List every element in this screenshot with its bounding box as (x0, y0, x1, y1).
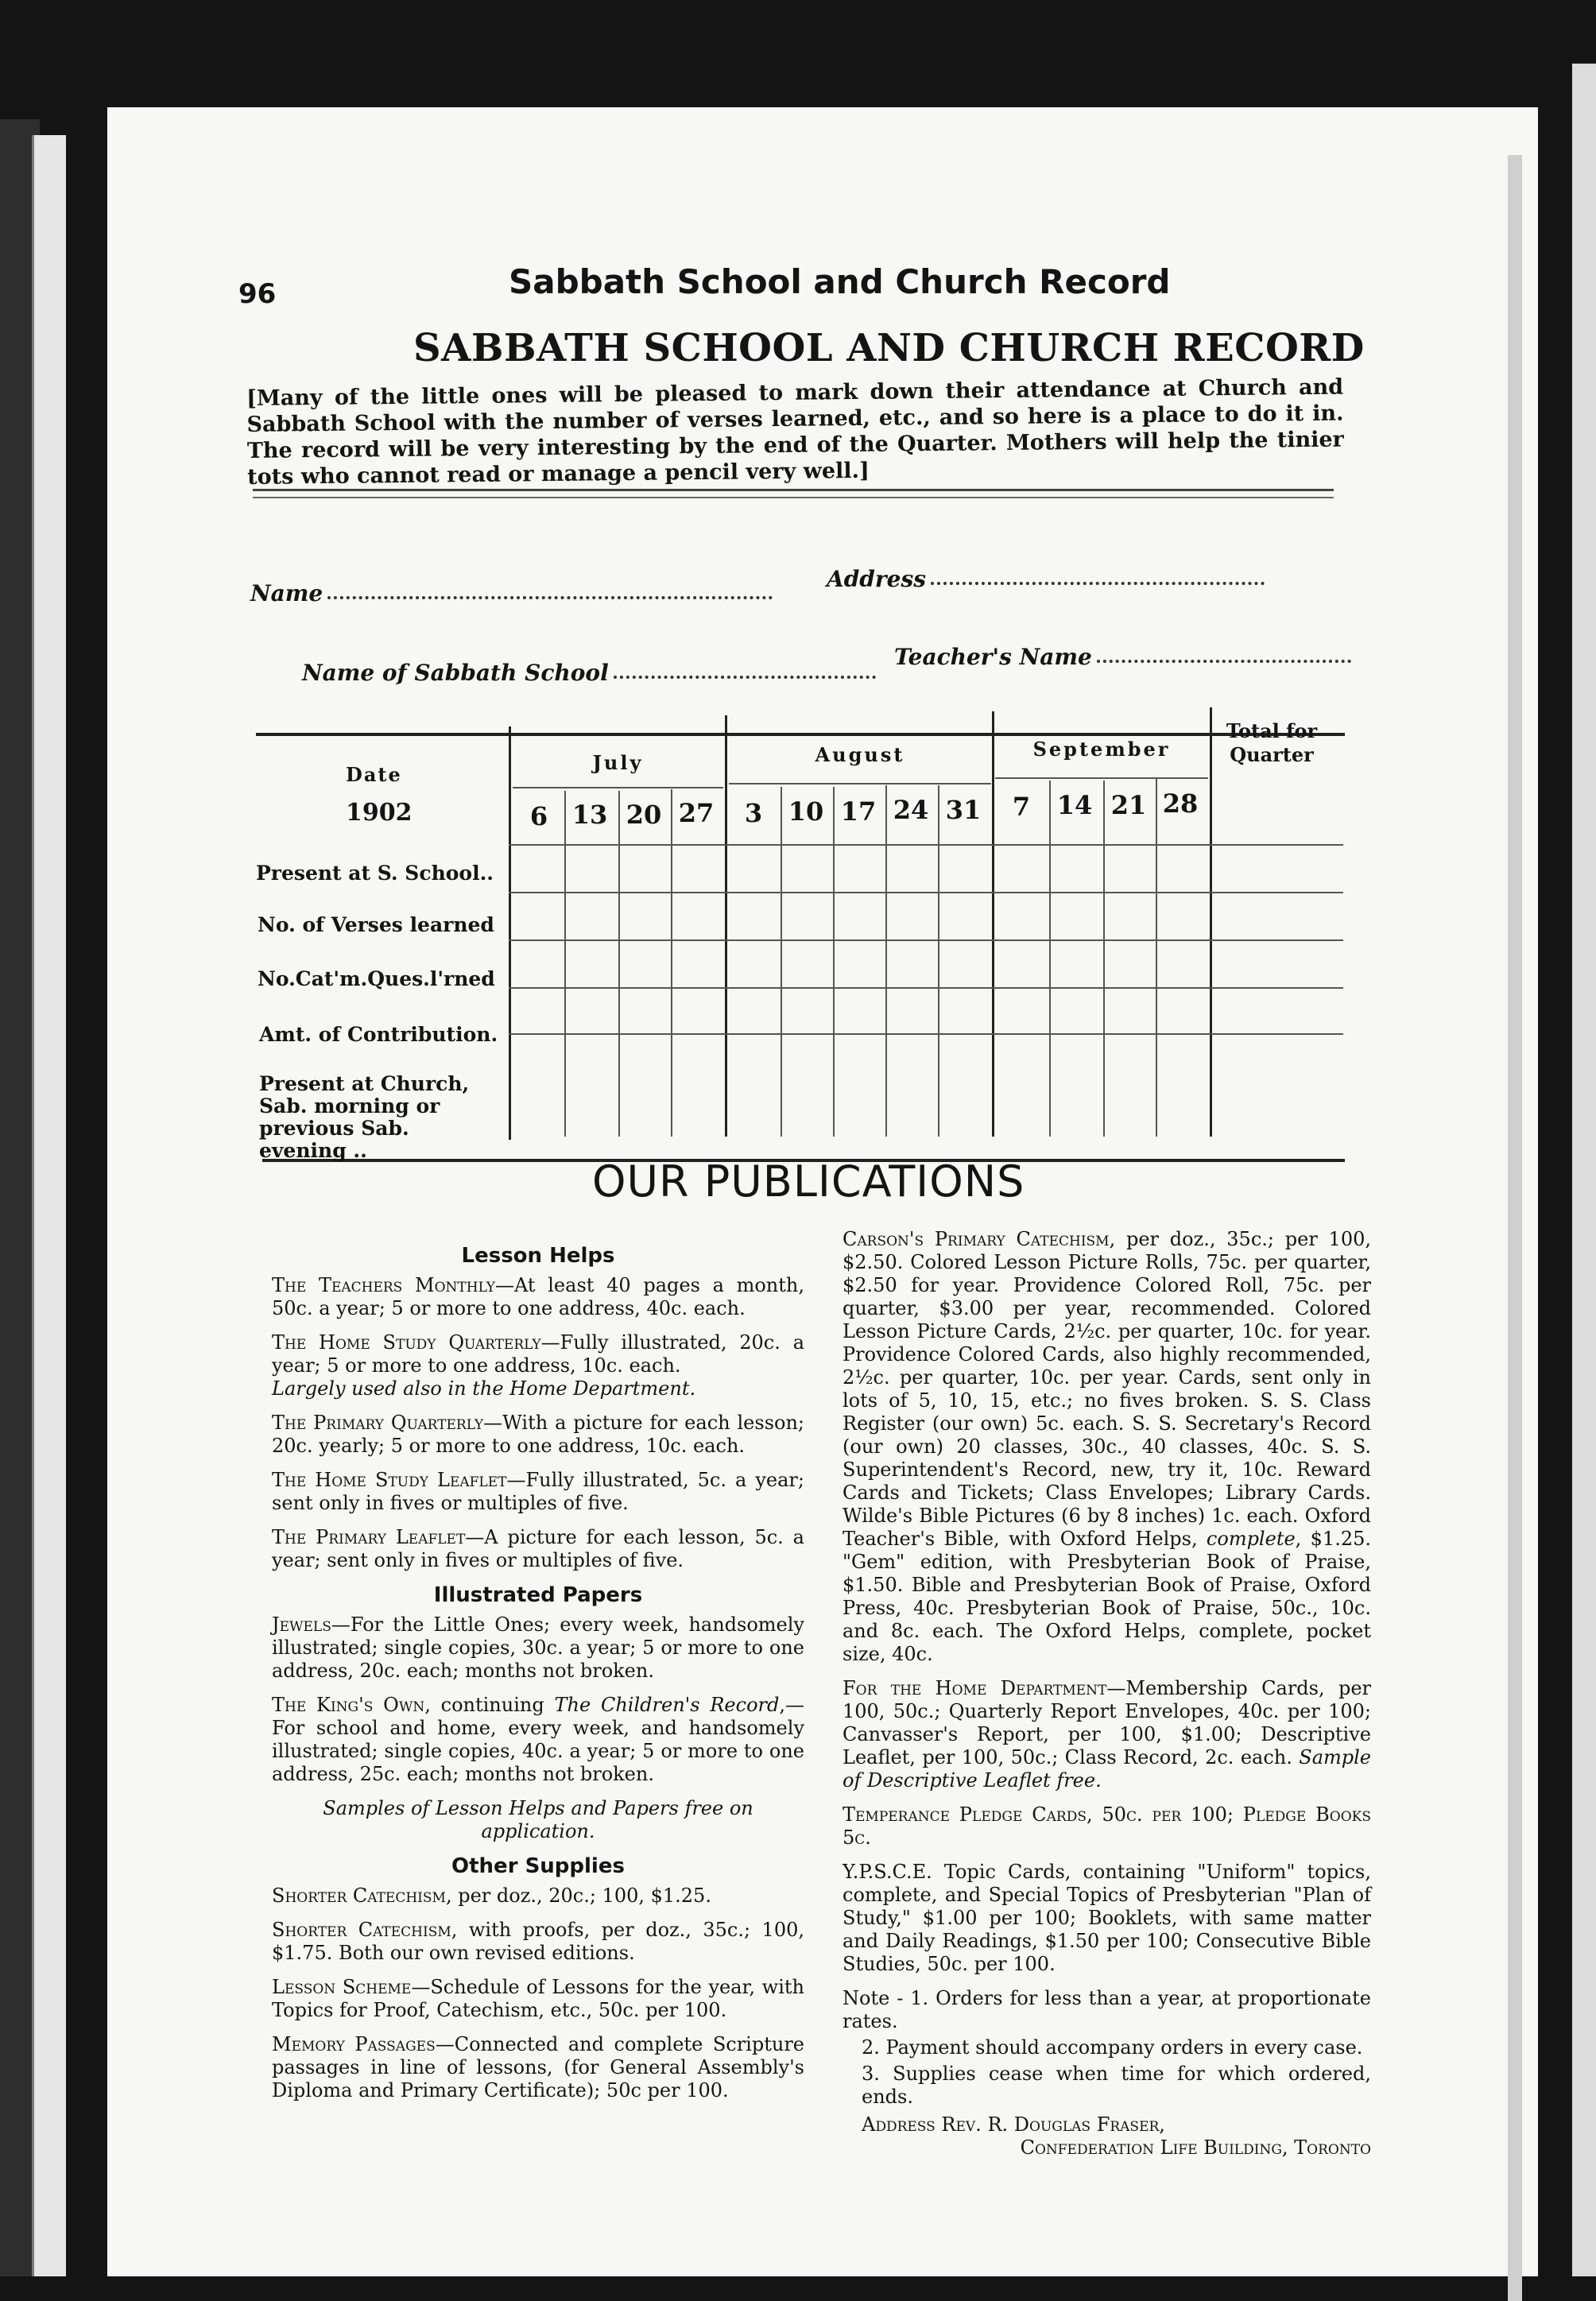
day-cell: 6 (529, 801, 548, 831)
day-divider (1156, 779, 1157, 1137)
col-divider (509, 726, 511, 1140)
page-number: 96 (238, 278, 277, 310)
year-header: 1902 (346, 799, 413, 827)
row-line (509, 987, 1343, 989)
day-divider (781, 787, 782, 1137)
day-cell: 27 (678, 798, 715, 828)
note-3: 3. Supplies cease when time for which ordered, ends. (862, 2063, 1371, 2108)
item-lesson-scheme: Lesson Scheme—Schedule of Lessons for the year, with Topics for Proof, Catechism, etc., 50c. per 100. (272, 1976, 805, 2021)
teacher-label: Teacher's Name (894, 644, 1092, 670)
month-underline (729, 783, 991, 784)
day-cell: 20 (626, 800, 662, 830)
divider-rule-thin (253, 497, 1334, 498)
publications-left-column (272, 1236, 804, 2113)
running-head: Sabbath School and Church Record (509, 262, 1171, 301)
month-september: September (1032, 738, 1171, 761)
row-label-contribution: Amt. of Contribution. (259, 1023, 498, 1046)
heading-other-supplies: Other Supplies (451, 1854, 625, 1878)
day-cell: 28 (1162, 788, 1199, 819)
day-divider (618, 791, 620, 1137)
item-shorter-catechism-proofs: Shorter Catechism, with proofs, per doz., 35c.; 100, $1.75. Both our own revised editions. (272, 1919, 804, 1964)
teacher-field[interactable] (894, 644, 1351, 670)
school-label: Name of Sabbath School (302, 660, 609, 686)
divider-rule (253, 489, 1334, 491)
row-line (509, 939, 1343, 941)
publications-right-column (843, 1228, 1371, 2160)
item-home-department: For the Home Department—Membership Cards, per 100, 50c.; Quarterly Report Envelopes, 40c. per 100; Canvasser's Report, per 100, $1.00; Descriptive Leaflet, per 100, 50c.; Class Record, 2c. each. Sample of Descriptive Leaflet free. (843, 1677, 1371, 1792)
item-jewels: Jewels—For the Little Ones; every week, handsomely illustrated; single copies, 30c. a year; 5 or more to one address, 20c. each; months not broken. (272, 1613, 804, 1682)
day-divider (938, 785, 939, 1137)
address-line-1: Address Rev. R. Douglas Fraser, (862, 2113, 1165, 2136)
name-label: Name (250, 580, 323, 606)
samples-note: Samples of Lesson Helps and Papers free on application. (323, 1797, 753, 1842)
item-shorter-catechism: Shorter Catechism, per doz., 20c.; 100, $1.25. (272, 1885, 711, 1907)
note-1: Note - 1. Orders for less than a year, at proportionate rates. (843, 1987, 1371, 2032)
total-header: Total for Quarter (1226, 719, 1318, 766)
address-dotted-line (931, 582, 1265, 585)
day-cell: 13 (571, 800, 608, 830)
row-label-verses: No. of Verses learned (258, 913, 494, 936)
month-underline (995, 777, 1208, 779)
table-top-rule (256, 733, 1345, 736)
intro-paragraph: [Many of the little ones will be pleased to mark down their attendance at Church and Sabbath School with the number of verses learned, etc., and so here is a place to do it in. The record will be very interesting by the end of the Quarter. Mothers will help the tinier tots who cannot read or manage a pencil very well.] (246, 374, 1344, 490)
item-memory-passages: Memory Passages—Connected and complete Scripture passages in line of lessons, (for General Assembly's Diploma and Primary Certificate); 50c per 100. (272, 2033, 804, 2102)
item-home-study-leaflet: The Home Study Leaflet—Fully illustrated, 5c. a year; sent only in fives or multiples of five. (272, 1469, 804, 1514)
day-cell: 14 (1056, 790, 1093, 820)
book-page-edges (32, 135, 66, 2276)
row-label-church: Present at Church, Sab. morning or previous Sab. evening .. (259, 1072, 470, 1162)
day-divider (833, 787, 835, 1137)
row-line (509, 892, 1343, 893)
address-field[interactable] (827, 566, 1265, 592)
row-line (509, 1033, 1343, 1035)
month-underline (513, 787, 723, 788)
item-ypsce: Y.P.S.C.E. Topic Cards, containing "Uniform" topics, complete, and Special Topics of Presbyterian "Plan of Study," $1.00 per 100; Booklets, with same matter and Daily Readings, $1.50 per 100; Consecutive Bible Studies, 50c. per 100. (843, 1861, 1371, 1975)
teacher-dotted-line (1097, 660, 1351, 663)
address-label: Address (827, 566, 926, 592)
day-cell: 31 (945, 795, 982, 825)
day-cell: 7 (1012, 792, 1031, 822)
col-divider (992, 711, 994, 1137)
col-divider (725, 715, 727, 1137)
item-carsons-catechism: Carson's Primary Catechism, per doz., 35c.; per 100, $2.50. Colored Lesson Picture Rolls, 75c. per quarter, $2.50 for year. Providence Colored Roll, 75c. per quarter, $3.00 per year, recommended. Colored Lesson Picture Cards, 2½c. per quarter, 10c. for year. Providence Colored Cards, also highly recommended, 2½c. per quarter, 10c. per year. Cards, sent only in lots of 5, 10, 15, etc.; no fives broken. S. S. Class Register (our own) 5c. each. S. S. Secretary's Record (our own) 20 classes, 30c., 40 classes, 40c. S. S. Superintendent's Record, new, try it, 10c. Reward Cards and Tickets; Class Envelopes; Library Cards. Wilde's Bible Pictures (6 by 8 inches) 1c. each. Oxford Teacher's Bible, with Oxford Helps, complete, $1.25. "Gem" edition, with Presbyterian Book of Praise, $1.50. Bible and Presbyterian Book of Praise, Oxford Press, 40c. Presbyterian Book of Praise, 50c., 10c. and 8c. each. The Oxford Helps, complete, pocket size, 40c. (843, 1228, 1371, 1665)
school-field[interactable] (302, 660, 876, 686)
day-cell: 24 (893, 795, 929, 825)
item-home-study-quarterly: The Home Study Quarterly—Fully illustrated, 20c. a year; 5 or more to one address, 10c. each. Largely used also in the Home Department. (272, 1331, 805, 1400)
item-temperance: Temperance Pledge Cards, 50c. per 100; Pledge Books 5c. (843, 1803, 1371, 1849)
item-teachers-monthly: The Teachers Monthly—At least 40 pages a month, 50c. a year; 5 or more to one address, 40c. each. (272, 1274, 804, 1319)
address-line-2: Confederation Life Building, Toronto (1020, 2136, 1371, 2159)
row-label-present-school: Present at S. School.. (256, 862, 494, 885)
item-kings-own: The King's Own, continuing The Children's Record,—For school and home, every week, and handsomely illustrated; single copies, 40c. a year; 5 or more to one address, 25c. each; months not broken. (272, 1694, 804, 1785)
page-title: SABBATH SCHOOL AND CHURCH RECORD (413, 326, 1365, 370)
day-cell: 17 (840, 796, 877, 827)
name-field[interactable] (250, 580, 773, 606)
item-primary-quarterly: The Primary Quarterly—With a picture for each lesson; 20c. yearly; 5 or more to one address, 10c. each. (272, 1412, 804, 1457)
day-divider (671, 789, 672, 1137)
date-header: Date (346, 763, 402, 786)
col-divider (1210, 707, 1212, 1137)
month-august: August (815, 743, 905, 766)
row-label-catechism: No.Cat'm.Ques.l'rned (258, 967, 495, 990)
day-cell: 3 (744, 798, 763, 828)
day-divider (1049, 781, 1051, 1137)
next-page-edge (1572, 64, 1596, 2276)
day-divider (885, 785, 887, 1137)
day-cell: 21 (1110, 790, 1147, 820)
day-divider (1103, 781, 1105, 1137)
page-curl-shadow (1508, 155, 1522, 2301)
publications-title: OUR PUBLICATIONS (592, 1156, 1025, 1207)
day-divider (564, 791, 566, 1137)
heading-illustrated-papers: Illustrated Papers (433, 1583, 643, 1607)
row-line (509, 844, 1343, 846)
item-primary-leaflet: The Primary Leaflet—A picture for each lesson, 5c. a year; sent only in fives or multiples of five. (272, 1526, 804, 1571)
note-2: 2. Payment should accompany orders in every case. (862, 2036, 1363, 2059)
day-cell: 10 (788, 796, 824, 827)
heading-lesson-helps: Lesson Helps (461, 1244, 615, 1268)
name-dotted-line (327, 596, 773, 599)
month-july: July (592, 751, 644, 774)
school-dotted-line (614, 676, 876, 679)
